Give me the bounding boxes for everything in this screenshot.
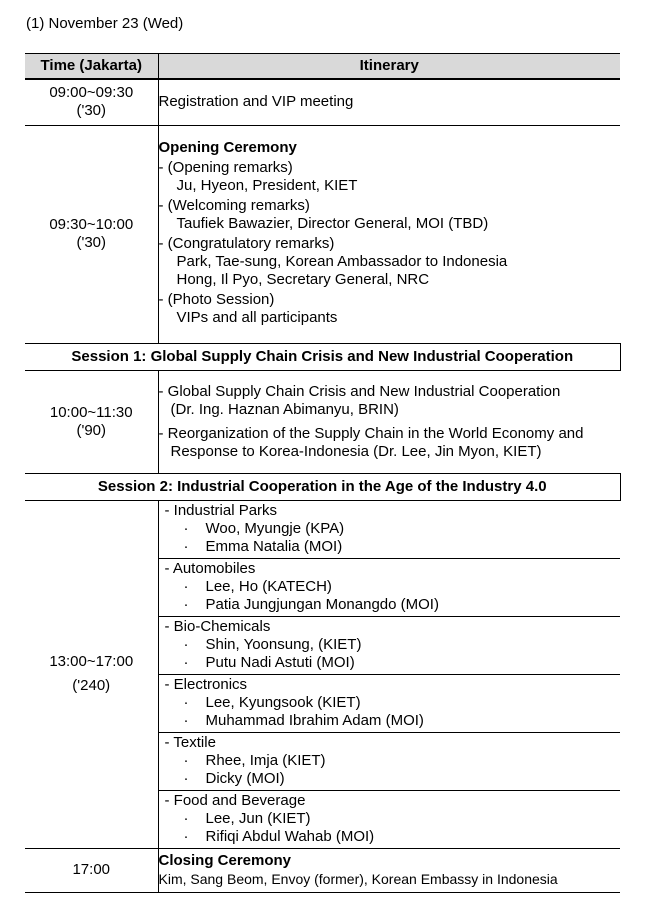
sector-name: - Automobiles [164,559,256,577]
person-entry [159,538,621,556]
bullet: · [183,711,189,729]
time-range: 09:00~09:30 [49,84,134,102]
list-item [159,383,621,419]
item-detail: Taufiek Bawazier, Director General, MOI (TBD) [176,215,489,232]
itinerary-cell [158,79,620,125]
person-entry [159,770,621,788]
person-entry [159,654,621,672]
list-item [159,197,621,233]
item-label: - Reorganization of the Supply Chain in the World Economy and [158,424,584,442]
person-name: Putu Nadi Astuti (MOI) [205,653,355,671]
person-name: Muhammad Ibrahim Adam (MOI) [205,711,424,729]
person-entry [159,752,621,770]
list-item [159,425,621,461]
itinerary-cell [158,125,620,343]
time-cell [25,79,158,125]
person-name: Woo, Myungje (KPA) [205,519,345,537]
itinerary-cell [158,848,620,892]
item-detail: VIPs and all participants [176,309,338,326]
person-name: Emma Natalia (MOI) [205,537,343,555]
sector-block [159,559,621,617]
table-row [25,125,620,343]
header-time: Time (Jakarta) [25,54,158,80]
bullet: · [183,635,189,653]
time-range: 09:30~10:00 [49,216,134,233]
time-cell [25,500,158,848]
person-entry [159,694,621,712]
duration: ('90) [76,421,107,439]
time-range: 17:00 [72,861,111,878]
person-name: Shin, Yoonsung, (KIET) [205,635,362,653]
header-itinerary: Itinerary [158,54,620,80]
table-row [25,848,620,892]
table-header-row [25,54,620,80]
bullet: · [183,769,189,787]
duration: ('240) [72,677,111,694]
sector-name: - Industrial Parks [164,501,278,519]
bullet: · [183,595,189,613]
item-detail: Response to Korea-Indonesia (Dr. Lee, Jin Myon, KIET) [170,442,542,460]
person-name: Lee, Jun (KIET) [205,809,311,827]
duration: ('30) [76,102,107,120]
item-detail: Ju, Hyeon, President, KIET [176,177,358,194]
itinerary-cell [158,500,620,848]
item-detail: Park, Tae-sung, Korean Ambassador to Indonesia [176,253,508,270]
person-entry [159,578,621,596]
session-row [25,343,620,370]
person-entry [159,596,621,614]
time-cell [25,370,158,473]
bullet: · [183,537,189,555]
person-name: Lee, Ho (KATECH) [205,577,332,595]
item-label: - Global Supply Chain Crisis and New Industrial Cooperation [158,382,561,400]
item-label: - (Photo Session) [158,291,275,308]
itinerary-cell [158,370,620,473]
person-entry [159,520,621,538]
person-entry [159,828,621,846]
bullet: · [183,653,189,671]
bullet: · [183,809,189,827]
person-name: Rhee, Imja (KIET) [205,751,326,769]
person-name: Patia Jungjungan Monangdo (MOI) [205,595,439,613]
sector-name: - Food and Beverage [164,791,306,809]
list-item [159,235,621,289]
time-cell [25,848,158,892]
bullet: · [183,693,189,711]
person-entry [159,712,621,730]
person-entry [159,636,621,654]
bullet: · [183,577,189,595]
time-cell [25,125,158,343]
person-name: Rifiqi Abdul Wahab (MOI) [205,827,375,845]
table-row [25,500,620,848]
person-name: Dicky (MOI) [205,769,285,787]
time-range: 10:00~11:30 [49,403,133,421]
sector-block [159,501,621,559]
sector-block [159,791,621,848]
closing-ceremony-title: Closing Ceremony [158,852,292,869]
duration: ('30) [76,234,107,251]
item-label: - (Welcoming remarks) [158,197,310,214]
bullet: · [183,519,189,537]
sector-name: - Bio-Chemicals [164,617,271,635]
session-title: Session 2: Industrial Cooperation in the Age of the Industry 4.0 [25,473,620,500]
date-heading: (1) November 23 (Wed) [26,15,184,32]
session-row [25,473,620,500]
bullet: · [183,751,189,769]
sector-block [159,675,621,733]
item-detail: Hong, Il Pyo, Secretary General, NRC [176,271,430,288]
sector-block [159,617,621,675]
sector-block [159,733,621,791]
sector-name: - Textile [164,733,216,751]
list-item [159,291,621,327]
item-detail: (Dr. Ing. Haznan Abimanyu, BRIN) [170,400,399,418]
table-row [25,79,620,125]
time-range: 13:00~17:00 [49,653,134,670]
item-label: - (Opening remarks) [158,159,293,176]
table-row [25,370,620,473]
closing-text: Kim, Sang Beom, Envoy (former), Korean Embassy in Indonesia [158,871,558,887]
item-label: - (Congratulatory remarks) [158,235,335,252]
person-name: Lee, Kyungsook (KIET) [205,693,361,711]
opening-ceremony-title: Opening Ceremony [158,139,297,156]
bullet: · [183,827,189,845]
itinerary-table [25,53,621,893]
person-entry [159,810,621,828]
itinerary-text: Registration and VIP meeting [158,93,354,111]
sector-name: - Electronics [164,675,248,693]
session-title: Session 1: Global Supply Chain Crisis and New Industrial Cooperation [25,343,620,370]
list-item [159,159,621,195]
